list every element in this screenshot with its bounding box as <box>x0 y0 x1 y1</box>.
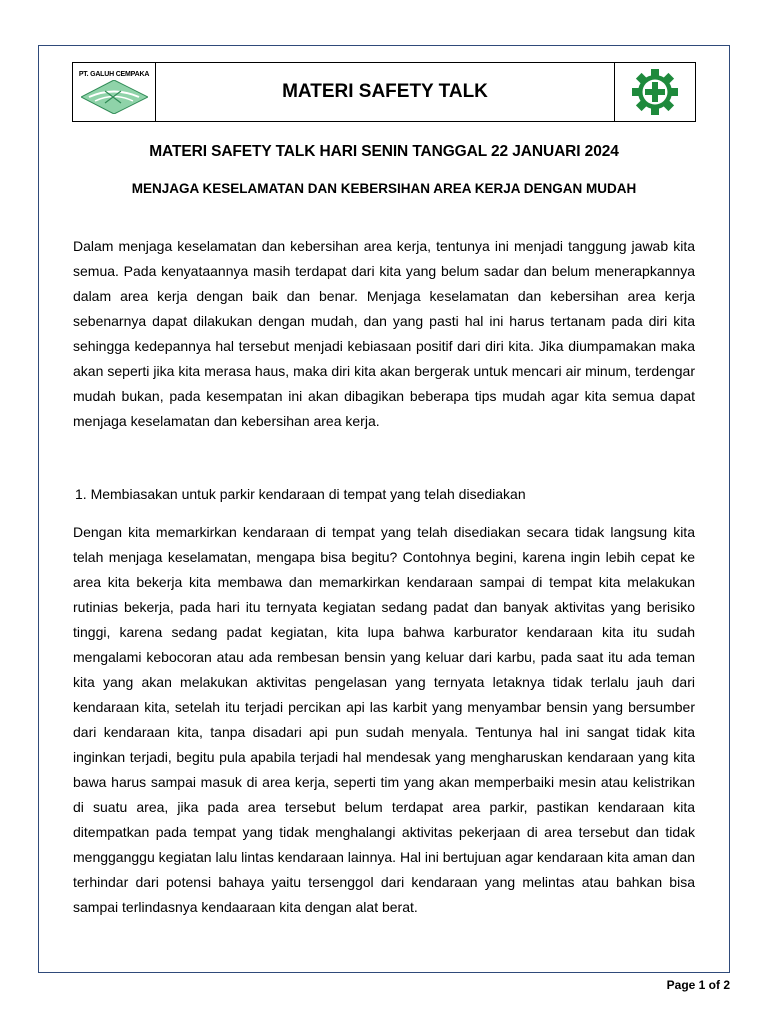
company-name: PT. GALUH CEMPAKA <box>78 71 150 78</box>
green-cross-gear-icon <box>631 68 679 116</box>
page-number: Page 1 of 2 <box>666 978 730 992</box>
point-1-paragraph: Dengan kita memarkirkan kendaraan di tempat yang telah disediakan secara tidak langsung kita telah menjaga keselamatan, mengapa bisa begitu? Contohnya begini, karena ingin lebih cepat ke area kita bekerja kita membawa dan memarkirkan kendaraan sampai di tempat kita melakukan rutinias bekerja, pada hari itu ternyata kegiatan sedang padat dan banyak aktivitas yang berisiko tinggi, karena sedang padat kegiatan, kita lupa bahwa karburator kendaraan kita itu sudah mengalami kebocoran atau ada rembesan bensin yang keluar dari karbu, pada saat itu ada teman kita yang akan melakukan aktivitas pengelasan yang ternyata letaknya tidak terlalu jauh dari kendaraan kita, setelah itu terjadi percikan api las karbit yang menyambar bensin yang bersumber dari kendaraan kita, tanpa disadari api pun sudah menyala. Tentunya hal ini sangat tidak kita inginkan terjadi, begitu pula apabila terjadi hal mendesak yang mengharuskan kendaraan yang kita bawa harus sampai masuk di area kerja, seperti tim yang akan memperbaiki mesin atau kelistrikan di suatu area, jika pada area tersebut belum terdapat area parkir, pastikan kendaraan kita ditempatkan pada tempat yang tidak menghalangi aktivitas pekerjaan di area tersebut dan tidak mengganggu kegiatan lalu lintas kendaraan lainnya. Hal ini bertujuan agar kendaraan kita aman dan terhindar dari potensi bahaya yaitu tersenggol dari kendaraan yang melintas atau bahkan bisa sampai terlindasnya kendaaraan kita dengan alat berat. <box>73 524 695 915</box>
safety-icon-cell <box>615 63 695 121</box>
date-heading: MATERI SAFETY TALK HARI SENIN TANGGAL 22 JANUARI 2024 <box>149 143 619 160</box>
document-header <box>72 62 696 122</box>
point-1-title: 1. Membiasakan untuk parkir kendaraan di tempat yang telah disediakan <box>75 486 526 502</box>
header-title: MATERI SAFETY TALK <box>156 63 615 121</box>
intro-paragraph: Dalam menjaga keselamatan dan kebersihan area kerja, tentunya ini menjadi tanggung jawab kita semua. Pada kenyataannya masih terdapat dari kita yang belum sadar dan belum menerapkannya dalam area kerja dengan baik dan benar. Menjaga keselamatan dan kebersihan area kerja sebenarnya dapat dilakukan dengan mudah, dan yang pasti hal ini harus tertanam pada diri kita sehingga kedepannya hal tersebut menjadi kebiasaan positif dari diri kita. Jika diumpamakan maka akan seperti jika kita merasa haus, maka diri kita akan bergerak untuk mencari air minum, terdengar mudah bukan, pada kesempatan ini akan dibagikan beberapa tips mudah agar kita semua dapat menjaga keselamatan dan kebersihan area kerja. <box>73 238 695 429</box>
topic-heading: MENJAGA KESELAMATAN DAN KEBERSIHAN AREA KERJA DENGAN MUDAH <box>131 181 637 196</box>
company-logo-cell <box>73 63 156 121</box>
company-logo <box>81 80 148 114</box>
